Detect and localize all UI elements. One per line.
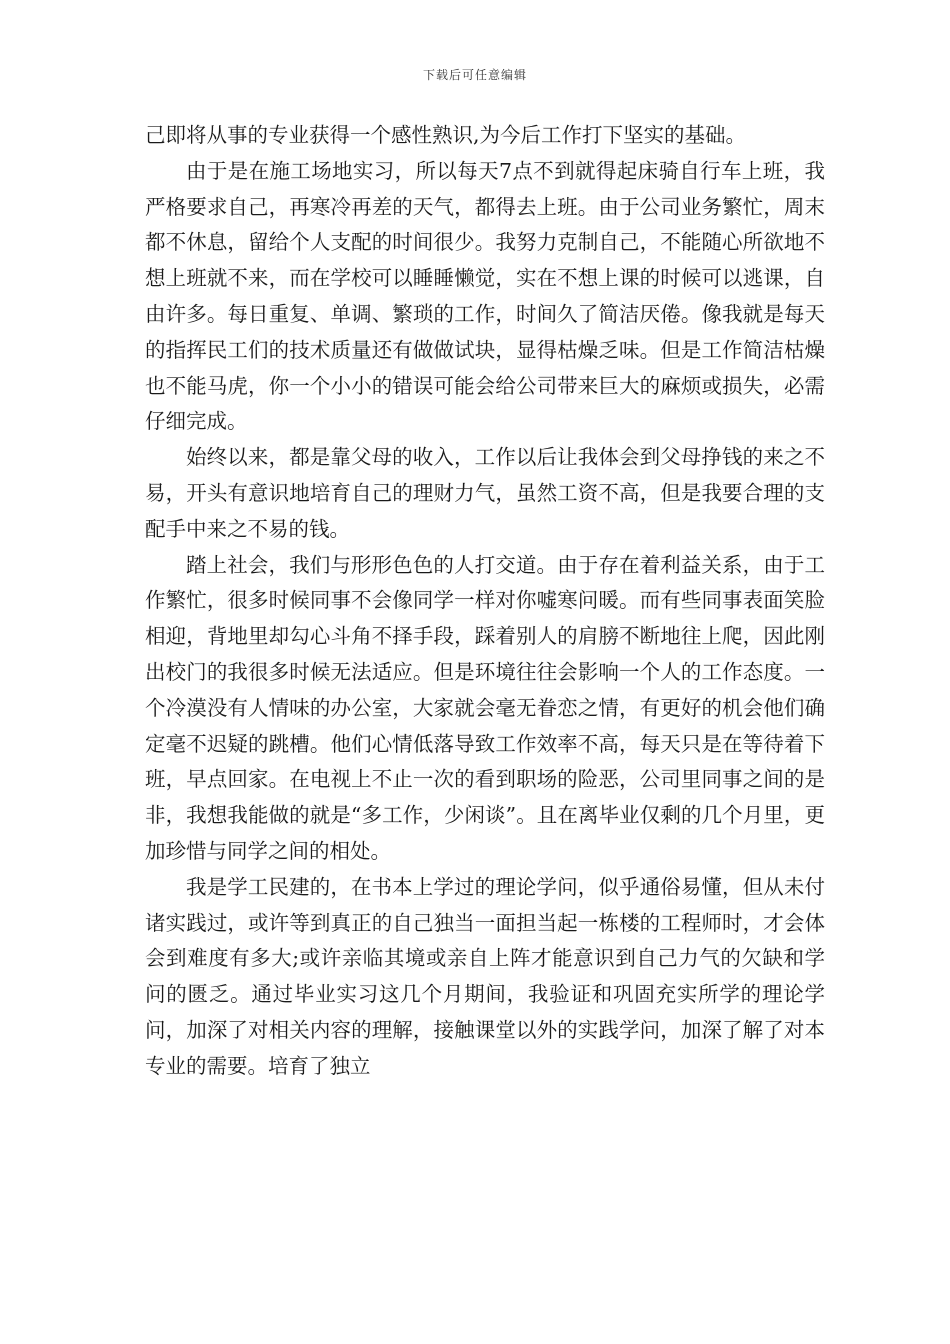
paragraph-continuation: 己即将从事的专业获得一个感性熟识,为今后工作打下坚实的基础。 — [145, 123, 747, 147]
document-body — [145, 118, 825, 1085]
paragraph-colleagues: 踏上社会，我们与形形色色的人打交道。由于存在着利益关系，由于工作繁忙，很多时候同事不会像同学一样对你嘘寒问暖。而有些同事表面笑脸相迎，背地里却勾心斗角不择手段，踩着别人的肩膀不断地往上爬，因此刚出校门的我很多时候无法适应。但是环境往往会影响一个人的工作态度。一个冷漠没有人情味的办公室，大家就会毫无眷恋之情，有更好的机会他们确定毫不迟疑的跳槽。他们心情低落导致工作效率不高，每天只是在等待着下班，早点回家。在电视上不止一次的看到职场的险恶，公司里同事之间的是非，我想我能做的就是“多工作，少闲谈”。且在离毕业仅剩的几个月里，更加珍惜与同学之间的相处。 — [145, 552, 825, 863]
page-header: 下载后可任意编辑 — [422, 68, 527, 82]
paragraph-commute: 由于是在施工场地实习，所以每天7点不到就得起床骑自行车上班，我严格要求自己，再寒冷再差的天气，都得去上班。由于公司业务繁忙，周末都不休息，留给个人支配的时间很少。我努力克制自己，不能随心所欲地不想上班就不来，而在学校可以睡睡懒觉，实在不想上课的时候可以逃课，自由许多。每日重复、单调、繁琐的工作，时间久了简洁厌倦。像我就是每天的指挥民工们的技术质量还有做做试块，显得枯燥乏味。但是工作简洁枯燥也不能马虎，你一个小小的错误可能会给公司带来巨大的麻烦或损失，必需仔细完成。 — [145, 158, 825, 434]
paragraph-theory-practice: 我是学工民建的，在书本上学过的理论学问，似乎通俗易懂，但从未付诸实践过，或许等到真正的自己独当一面担当起一栋楼的工程师时，才会体会到难度有多大;或许亲临其境或亲自上阵才能意识到自己力气的欠缺和学问的匮乏。通过毕业实习这几个月期间，我验证和巩固充实所学的理论学问，加深了对相关内容的理解，接触课堂以外的实践学问，加深了解了对本专业的需要。培育了独立 — [145, 874, 825, 1078]
paragraph-finance: 始终以来，都是靠父母的收入，工作以后让我体会到父母挣钱的来之不易，开头有意识地培育自己的理财力气，虽然工资不高，但是我要合理的支配手中来之不易的钱。 — [145, 445, 825, 541]
